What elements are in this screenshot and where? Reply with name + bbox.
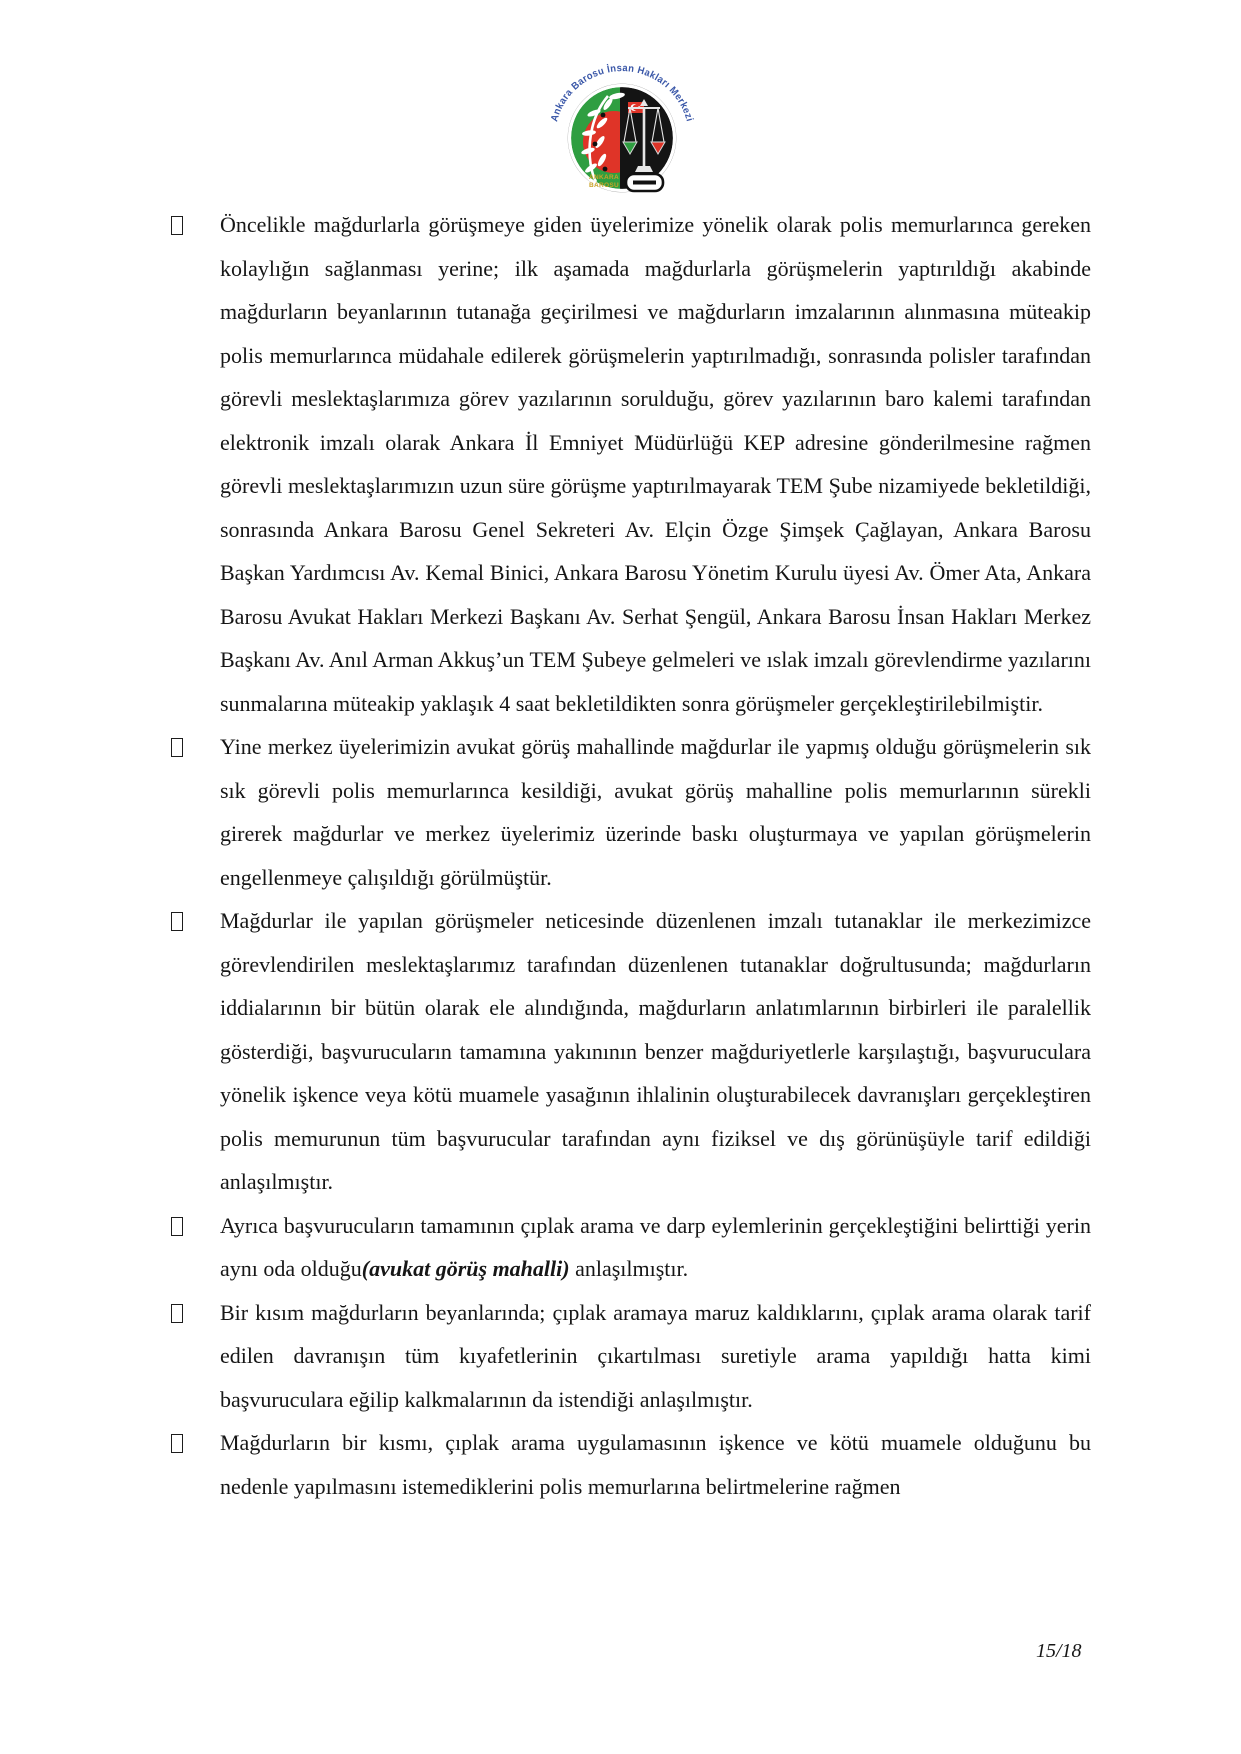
bullet-text: Mağdurlar ile yapılan görüşmeler neticesinde düzenlenen imzalı tutanaklar ile merkezimizce görevlendirilen meslektaşlarımız tarafından düzenlenen tutanaklar doğrultusunda; mağdurların iddialarının bir bütün olarak ele alındığında, mağdurların anlatımlarının birbirleri ile paralellik gösterdiği, başvurucuların tamamına yakınının benzer mağduriyetlerle karşılaştığı, başvuruculara yönelik işkence veya kötü muamele yasağının ihlalinin oluşturabilecek davranışları gerçekleştiren polis memurunun tüm başvurucular tarafından aynı fiziksel ve dış görünüşüyle tarif edildiği anlaşılmıştır. xyxy=(220,908,1091,1194)
bullet-text: anlaşılmıştır. xyxy=(569,1256,689,1281)
bullet-list xyxy=(165,203,1091,1508)
bullet-marker xyxy=(171,1304,183,1323)
page-number: 15/18 xyxy=(1036,1640,1082,1662)
bullet-marker xyxy=(171,1217,183,1236)
logo-banner-line2: BAROSU xyxy=(589,182,619,189)
logo-banner-line1: ANKARA xyxy=(589,174,619,181)
italic-phrase: (avukat görüş mahalli) xyxy=(361,1256,570,1281)
bullet-item-3 xyxy=(165,899,1091,1204)
bullet-marker xyxy=(171,738,183,757)
org-logo xyxy=(496,50,746,200)
bullet-text: Mağdurların bir kısmı, çıplak arama uygulamasının işkence ve kötü muamele olduğunu bu nedenle yapılmasını istemediklerini polis memurlarına belirtmelerine rağmen xyxy=(220,1430,1091,1499)
bullet-marker xyxy=(171,1434,183,1453)
bullet-marker xyxy=(171,216,183,235)
bullet-item-4 xyxy=(165,1204,1091,1291)
bullet-text: Öncelikle mağdurlarla görüşmeye giden üyelerimize yönelik olarak polis memurlarınca gereken kolaylığın sağlanması yerine; ilk aşamada mağdurlarla görüşmelerin yaptırıldığı akabinde mağdurların beyanlarının tutanağa geçirilmesi ve mağdurların imzalarının alınmasına müteakip polis memurlarınca müdahale edilerek görüşmelerin yaptırılmadığı, sonrasında polisler tarafından görevli meslektaşlarımıza görev yazılarının sorulduğu, görev yazılarının baro kalemi tarafından elektronik imzalı olarak Ankara İl Emniyet Müdürlüğü KEP adresine gönderilmesine rağmen görevli meslektaşlarımızın uzun süre görüşme yaptırılmayarak TEM Şube nizamiyede bekletildiği, sonrasında Ankara Barosu Genel Sekreteri Av. Elçin Özge Şimşek Çağlayan, Ankara Barosu Başkan Yardımcısı Av. Kemal Binici, Ankara Barosu Yönetim Kurulu üyesi Av. Ömer Ata, Ankara Barosu Avukat Hakları Merkezi Başkanı Av. Serhat Şengül, Ankara Barosu İnsan Hakları Merkez Başkanı Av. Anıl Arman Akkuş’un TEM Şubeye gelmeleri ve ıslak imzalı görevlendirme yazılarını sunmalarına müteakip yaklaşık 4 saat bekletildikten sonra görüşmeler gerçekleştirilebilmiştir. xyxy=(220,212,1091,716)
bullet-text: Ayrıca başvurucuların tamamının çıplak arama ve darp eylemlerinin gerçekleştiğini belirttiği yerin aynı oda olduğu xyxy=(220,1212,1091,1281)
bullet-marker xyxy=(171,912,183,931)
bullet-item-1 xyxy=(165,203,1091,725)
bullet-item-6 xyxy=(165,1421,1091,1508)
scroll-icon xyxy=(626,174,663,191)
bullet-item-5 xyxy=(165,1291,1091,1422)
bullet-text: Yine merkez üyelerimizin avukat görüş mahallinde mağdurlar ile yapmış olduğu görüşmelerin sık sık görevli polis memurlarınca kesildiği, avukat görüş mahalline polis memurlarının sürekli girerek mağdurlar ve merkez üyelerimiz üzerinde baskı oluşturmaya ve yapılan görüşmelerin engellenmeye çalışıldığı görülmüştür. xyxy=(220,734,1091,890)
org-logo-emblem xyxy=(496,50,746,200)
bullet-item-2 xyxy=(165,725,1091,899)
bullet-text: Bir kısım mağdurların beyanlarında; çıplak aramaya maruz kaldıklarını, çıplak arama olarak tarif edilen davranışın tüm kıyafetlerinin çıkartılması suretiyle arama yapıldığı hatta kimi başvuruculara eğilip kalkmalarının da istendiği anlaşılmıştır. xyxy=(220,1299,1091,1412)
logo-arc-text: Ankara Barosu İnsan Hakları Merkezi xyxy=(549,63,695,124)
